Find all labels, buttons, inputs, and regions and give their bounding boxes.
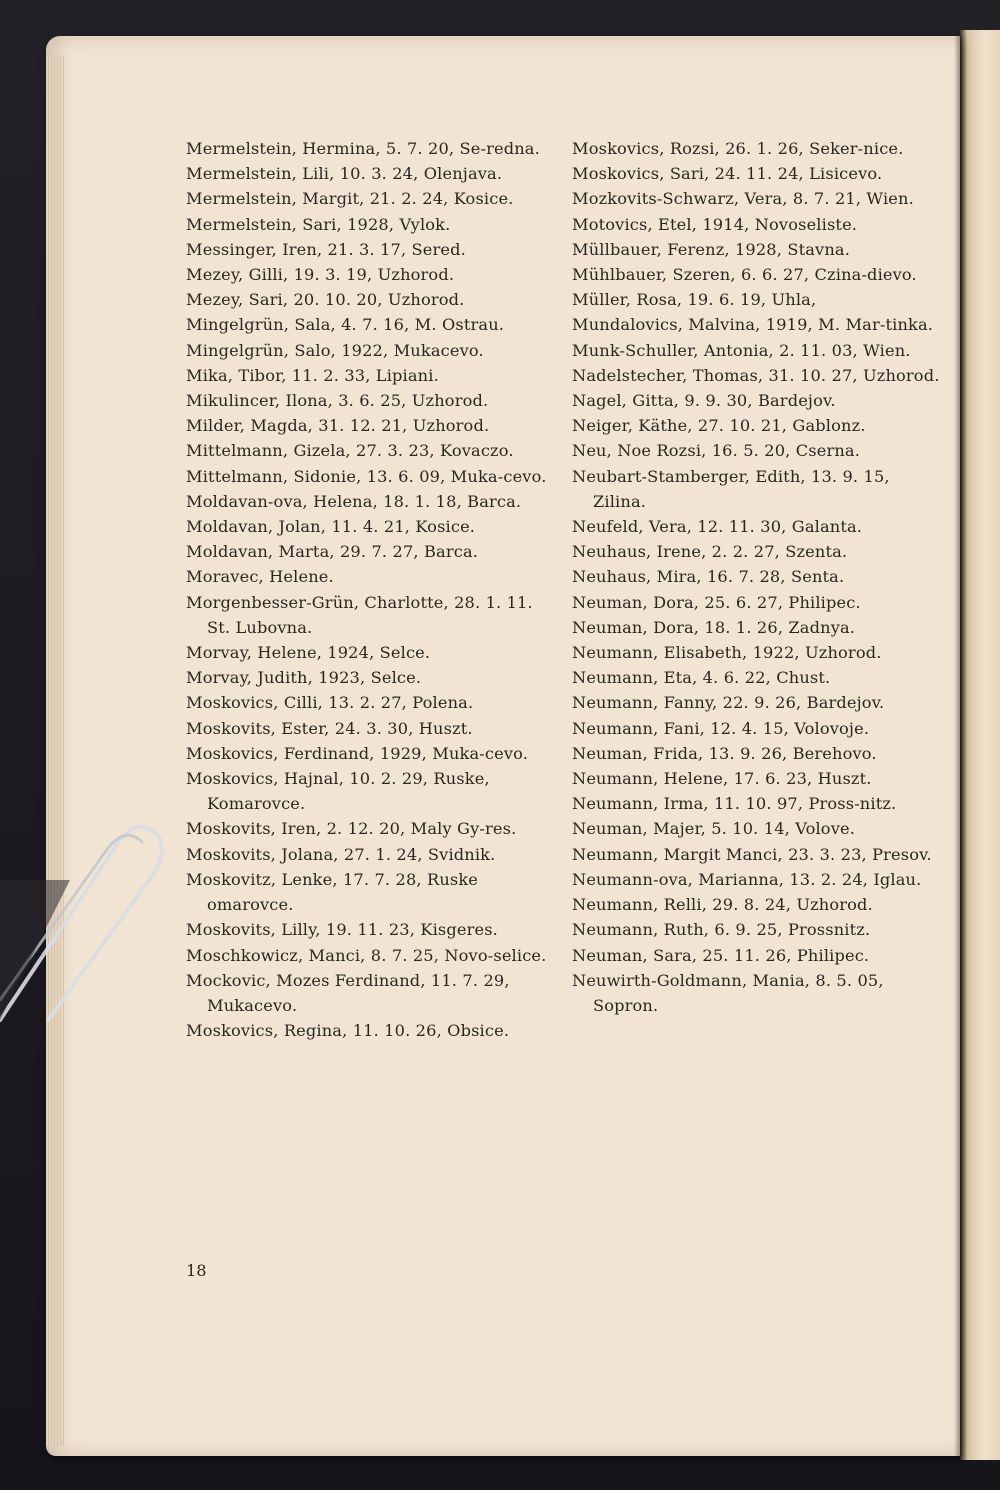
list-entry: Neuman, Dora, 25. 6. 27, Philipec. [572,592,861,612]
list-entry: Neuman, Dora, 18. 1. 26, Zadnya. [572,617,856,637]
list-entry: Neuhaus, Irene, 2. 2. 27, Szenta. [572,542,848,562]
list-entry: Neuwirth-Goldmann, Mania, 8. 5. 05, Sopron. [572,970,884,1015]
list-entry: Milder, Magda, 31. 12. 21, Uzhorod. [186,416,490,436]
list-entry: Mozkovits-Schwarz, Vera, 8. 7. 21, Wien. [572,189,914,209]
list-entry: Neumann, Ruth, 6. 9. 25, Prossnitz. [572,920,871,940]
list-entry: Nagel, Gitta, 9. 9. 30, Bardejov. [572,391,836,411]
list-entry: Moskovits, Ester, 24. 3. 30, Huszt. [186,718,473,738]
list-entry: Morvay, Judith, 1923, Selce. [186,668,422,688]
list-entry: Moskovits, Lilly, 19. 11. 23, Kisgeres. [186,920,498,940]
list-entry: Moskovics, Sari, 24. 11. 24, Lisicevo. [572,164,883,184]
list-entry: Mermelstein, Hermina, 5. 7. 20, Se-redna. [186,139,540,158]
list-entry: Munk-Schuller, Antonia, 2. 11. 03, Wien. [572,340,911,360]
list-entry: Moldavan, Marta, 29. 7. 27, Barca. [186,542,479,562]
list-entry: Mezey, Gilli, 19. 3. 19, Uzhorod. [186,265,455,285]
list-entry: Mezey, Sari, 20. 10. 20, Uzhorod. [186,290,465,310]
page-number: 18 [186,1261,207,1280]
list-entry: Moskovits, Jolana, 27. 1. 24, Svidnik. [186,844,496,864]
list-entry: Neumann-ova, Marianna, 13. 2. 24, Iglau. [572,869,922,889]
list-entry: Motovics, Etel, 1914, Novoseliste. [572,214,858,234]
list-entry: Neufeld, Vera, 12. 11. 30, Galanta. [572,517,863,537]
list-entry: Mundalovics, Malvina, 1919, M. Mar-tinka. [572,315,934,335]
list-entry: Neumann, Fani, 12. 4. 15, Volovoje. [572,718,870,738]
list-entry: Morvay, Helene, 1924, Selce. [186,643,431,663]
list-entry: Müller, Rosa, 19. 6. 19, Uhla, [572,290,817,310]
list-entry: Neuhaus, Mira, 16. 7. 28, Senta. [572,567,845,587]
list-entry: Neumann, Margit Manci, 23. 3. 23, Presov. [572,844,932,864]
gutter-shadow [954,36,962,1456]
list-entry: Neumann, Eta, 4. 6. 22, Chust. [572,668,831,688]
list-entry: Mikulincer, Ilona, 3. 6. 25, Uzhorod. [186,391,489,411]
page-edges [46,56,64,1446]
list-entry: Morgenbesser-Grün, Charlotte, 28. 1. 11. St. Lubovna. [186,592,533,637]
right-column [572,136,944,1018]
list-entry: Moskovics, Rozsi, 26. 1. 26, Seker-nice. [572,139,904,158]
list-entry: Müllbauer, Ferenz, 1928, Stavna. [572,239,851,259]
book-spine [960,30,1000,1460]
list-entry: Nadelstecher, Thomas, 31. 10. 27, Uzhorod. [572,365,940,385]
list-entry: Neumann, Fanny, 22. 9. 26, Bardejov. [572,693,885,713]
list-entry: Neuman, Frida, 13. 9. 26, Berehovo. [572,743,877,763]
list-entry: Moskovics, Ferdinand, 1929, Muka-cevo. [186,743,529,763]
list-entry: Neumann, Helene, 17. 6. 23, Huszt. [572,769,872,789]
list-entry: Mermelstein, Margit, 21. 2. 24, Kosice. [186,189,514,209]
list-entry: Moschkowicz, Manci, 8. 7. 25, Novo-selice. [186,945,547,965]
list-entry: Neuman, Majer, 5. 10. 14, Volove. [572,819,856,839]
list-entry: Messinger, Iren, 21. 3. 17, Sered. [186,239,466,259]
list-entry: Moldavan, Jolan, 11. 4. 21, Kosice. [186,517,476,537]
list-entry: Mingelgrün, Sala, 4. 7. 16, M. Ostrau. [186,315,505,335]
list-entry: Moskovics, Hajnal, 10. 2. 29, Ruske, Komarovce. [186,769,490,814]
list-entry: Mittelmann, Sidonie, 13. 6. 09, Muka-cevo. [186,466,547,486]
list-entry: Moskovics, Regina, 11. 10. 26, Obsice. [186,1021,510,1041]
list-entry: Neumann, Relli, 29. 8. 24, Uzhorod. [572,895,873,915]
list-entry: Neiger, Käthe, 27. 10. 21, Gablonz. [572,416,866,436]
list-entry: Neubart-Stamberger, Edith, 13. 9. 15, Zilina. [572,466,890,511]
list-entry: Mittelmann, Gizela, 27. 3. 23, Kovaczo. [186,441,514,461]
list-entry: Moskovics, Cilli, 13. 2. 27, Polena. [186,693,474,713]
list-entry: Moravec, Helene. [186,567,334,587]
list-entry: Neumann, Irma, 11. 10. 97, Pross-nitz. [572,794,897,814]
list-entry: Mermelstein, Sari, 1928, Vylok. [186,214,451,234]
left-column [186,136,558,1043]
list-entry: Neu, Noe Rozsi, 16. 5. 20, Cserna. [572,441,861,461]
list-entry: Mockovic, Mozes Ferdinand, 11. 7. 29, Mukacevo. [186,970,510,1015]
list-entry: Mika, Tibor, 11. 2. 33, Lipiani. [186,365,439,385]
paper-clip-icon [0,820,175,1040]
list-entry: Neumann, Elisabeth, 1922, Uzhorod. [572,643,882,663]
list-entry: Mingelgrün, Salo, 1922, Mukacevo. [186,340,484,360]
list-entry: Moskovitz, Lenke, 17. 7. 28, Ruske omarovce. [186,869,479,915]
list-entry: Moskovits, Iren, 2. 12. 20, Maly Gy-res. [186,819,517,839]
list-entry: Mühlbauer, Szeren, 6. 6. 27, Czina-dievo. [572,265,917,285]
list-entry: Mermelstein, Lili, 10. 3. 24, Olenjava. [186,164,503,184]
list-entry: Neuman, Sara, 25. 11. 26, Philipec. [572,945,870,965]
list-entry: Moldavan-ova, Helena, 18. 1. 18, Barca. [186,491,522,511]
